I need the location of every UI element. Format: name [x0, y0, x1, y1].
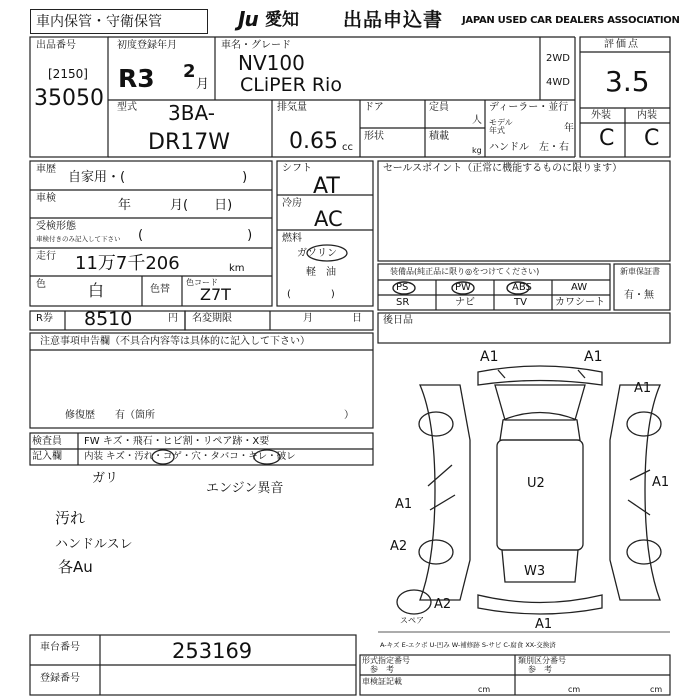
equip-pw: PW	[455, 282, 471, 293]
repair-history-value: 有（箇所	[115, 410, 155, 421]
acceptance-sublabel: 車検付きのみ記入して下さい	[36, 235, 121, 243]
size-cm-1: cm	[478, 685, 491, 694]
handwritten-note-stain: 汚れ	[55, 509, 86, 527]
repair-history-label: 修復歴	[65, 410, 95, 421]
shift-value: AT	[313, 174, 340, 199]
warranty-label: 新車保証書	[620, 267, 660, 276]
car-name-label: 車名・グレード	[221, 40, 291, 51]
first-registration-label: 初度登録年月	[117, 40, 177, 51]
inspector-interior-line: 内装 キズ・汚れ・コゲ・穴・タバコ・キレ・破レ	[84, 451, 296, 462]
inspector-fw-line: FW キズ・飛石・ヒビ割・リペア跡・X要	[84, 436, 270, 447]
inspection-label: 車検	[36, 193, 56, 204]
damage-mark-left-rear: A2	[390, 539, 408, 554]
prefecture-label: 愛知	[265, 10, 299, 30]
spare-tire-label: スペア	[400, 616, 424, 625]
association-name: JAPAN USED CAR DEALERS ASSOCIATION	[462, 15, 680, 26]
drive-4wd: 4WD	[546, 77, 570, 88]
doors-label: ドア	[364, 102, 384, 113]
displacement-label: 排気量	[277, 102, 307, 113]
deadline-day-label: 日	[352, 313, 362, 324]
model-line-2: DR17W	[148, 130, 230, 155]
size-cm-3: cm	[650, 685, 663, 694]
ju-logo: Ju	[238, 7, 258, 31]
handwritten-note-scratch: ガリ	[92, 471, 119, 486]
equip-aw: AW	[571, 282, 588, 293]
damage-mark-left-side: A1	[395, 497, 413, 512]
fuel-other: ( )	[287, 289, 335, 300]
color-replace-label: 色替	[150, 284, 170, 295]
inspector-label-2: 記入欄	[32, 451, 62, 462]
inspection-value: 年 月( 日)	[118, 198, 233, 213]
capacity-label: 定員	[429, 102, 449, 113]
evaluation-score: 3.5	[605, 65, 650, 98]
equipment-label: 装備品(純正品に限り◎をつけてください)	[390, 267, 540, 276]
history-value: 自家用・( )	[68, 170, 248, 185]
history-label: 車歴	[36, 164, 56, 175]
exterior-grade: C	[599, 126, 615, 151]
warranty-value: 有・無	[624, 290, 654, 301]
inspector-label-1: 検査員	[32, 436, 62, 447]
form-title: 出品申込書	[343, 9, 444, 31]
equip-tv: TV	[514, 297, 527, 308]
damage-mark-front-right: A1	[584, 349, 603, 365]
chassis-number-label: 車台番号	[40, 642, 80, 653]
damage-mark-right-rear: A1	[652, 475, 670, 490]
lot-small-number: [2150]	[48, 67, 88, 81]
ac-value: AC	[314, 207, 343, 231]
fuel-gasoline: ガソリン	[297, 248, 337, 259]
certified-number-label: 形式指定番号	[362, 656, 410, 665]
mileage-label: 走行	[36, 251, 56, 262]
chassis-number: 253169	[172, 639, 253, 663]
reference-label-2: 参 考	[528, 665, 552, 674]
size-cm-2: cm	[568, 685, 581, 694]
selling-points-label: セールスポイント（正常に機能するものに限ります）	[383, 163, 623, 174]
car-grade: CLiPER Rio	[240, 74, 342, 96]
color-label: 色	[36, 279, 46, 290]
recycle-ticket-unit: 円	[168, 313, 178, 324]
damage-mark-front-left: A1	[480, 349, 499, 365]
damage-mark-rear: W3	[524, 564, 546, 579]
mileage-unit: km	[229, 263, 245, 274]
size-label: 車検証記載	[362, 677, 402, 686]
equip-abs: ABS	[512, 282, 532, 293]
displacement-value: 0.65	[289, 129, 338, 154]
load-label: 積載	[429, 131, 449, 142]
interior-label: 内装	[637, 110, 657, 121]
displacement-unit: cc	[342, 142, 353, 153]
fuel-label: 燃料	[282, 233, 302, 244]
category-number-label: 類別区分番号	[518, 656, 566, 665]
lot-number: 35050	[34, 86, 104, 111]
interior-grade: C	[644, 126, 660, 151]
dealer-parallel-label: ディーラー・並行	[489, 102, 569, 113]
garage-storage-title: 車内保管・守衛保管	[36, 14, 162, 30]
color-code: Z7T	[200, 285, 231, 304]
handwritten-note-engine-noise: エンジン異音	[206, 481, 284, 496]
capacity-unit: 人	[472, 115, 482, 126]
model-year-label: モデル 年式	[489, 118, 513, 135]
mileage-value: 11万7千206	[75, 253, 180, 274]
model-line-1: 3BA-	[168, 101, 215, 125]
year-unit: 年	[564, 123, 574, 134]
damage-legend: A-キズ E-エクボ U-凹み W-補修跡 S-サビ C-腐食 XX-交換済	[380, 641, 556, 649]
later-items-label: 後日品	[383, 315, 413, 326]
equip-navi: ナビ	[455, 297, 475, 308]
score-label: 評価点	[604, 39, 640, 50]
lot-number-label: 出品番号	[36, 40, 76, 51]
notes-label: 注意事項申告欄（不具合内容等は具体的に記入して下さい）	[40, 336, 310, 347]
first-registration-month: 2	[183, 61, 196, 82]
model-label: 型式	[117, 102, 137, 113]
car-name: NV100	[238, 51, 305, 75]
ac-label: 冷房	[282, 198, 302, 209]
equip-leather-seat: カワシート	[555, 297, 605, 308]
recycle-ticket-label: R券	[36, 313, 53, 324]
load-unit: kg	[472, 146, 482, 155]
handwritten-note-each-au: 各Au	[58, 558, 93, 576]
color-code-label: 色コード	[186, 278, 218, 287]
name-change-deadline-label: 名変期限	[192, 313, 232, 324]
handle-label: ハンドル 左・右	[489, 142, 569, 153]
shift-label: シフト	[282, 163, 312, 174]
repair-history-close: ）	[344, 410, 354, 421]
acceptance-value: ( )	[138, 228, 253, 243]
month-suffix: 月	[196, 77, 210, 92]
color-value: 白	[88, 281, 105, 300]
deadline-month-label: 月	[303, 313, 313, 324]
reference-label-1: 参 考	[370, 665, 394, 674]
drive-2wd: 2WD	[546, 53, 570, 64]
damage-mark-right-front: A1	[634, 381, 652, 396]
shape-label: 形状	[364, 131, 384, 142]
acceptance-label: 受検形態	[36, 221, 76, 232]
damage-mark-rear-bumper: A1	[535, 617, 553, 632]
recycle-ticket-value: 8510	[84, 308, 133, 330]
equip-ps: PS	[396, 282, 409, 293]
fuel-diesel: 軽 油	[306, 267, 336, 278]
damage-mark-roof: U2	[527, 476, 545, 491]
first-registration-year: R3	[118, 64, 155, 93]
handwritten-note-handle-wear: ハンドルスレ	[55, 537, 133, 552]
exterior-label: 外装	[591, 110, 611, 121]
equip-sr: SR	[396, 297, 410, 308]
damage-mark-spare-side: A2	[434, 597, 452, 612]
registration-number-label: 登録番号	[40, 673, 80, 684]
